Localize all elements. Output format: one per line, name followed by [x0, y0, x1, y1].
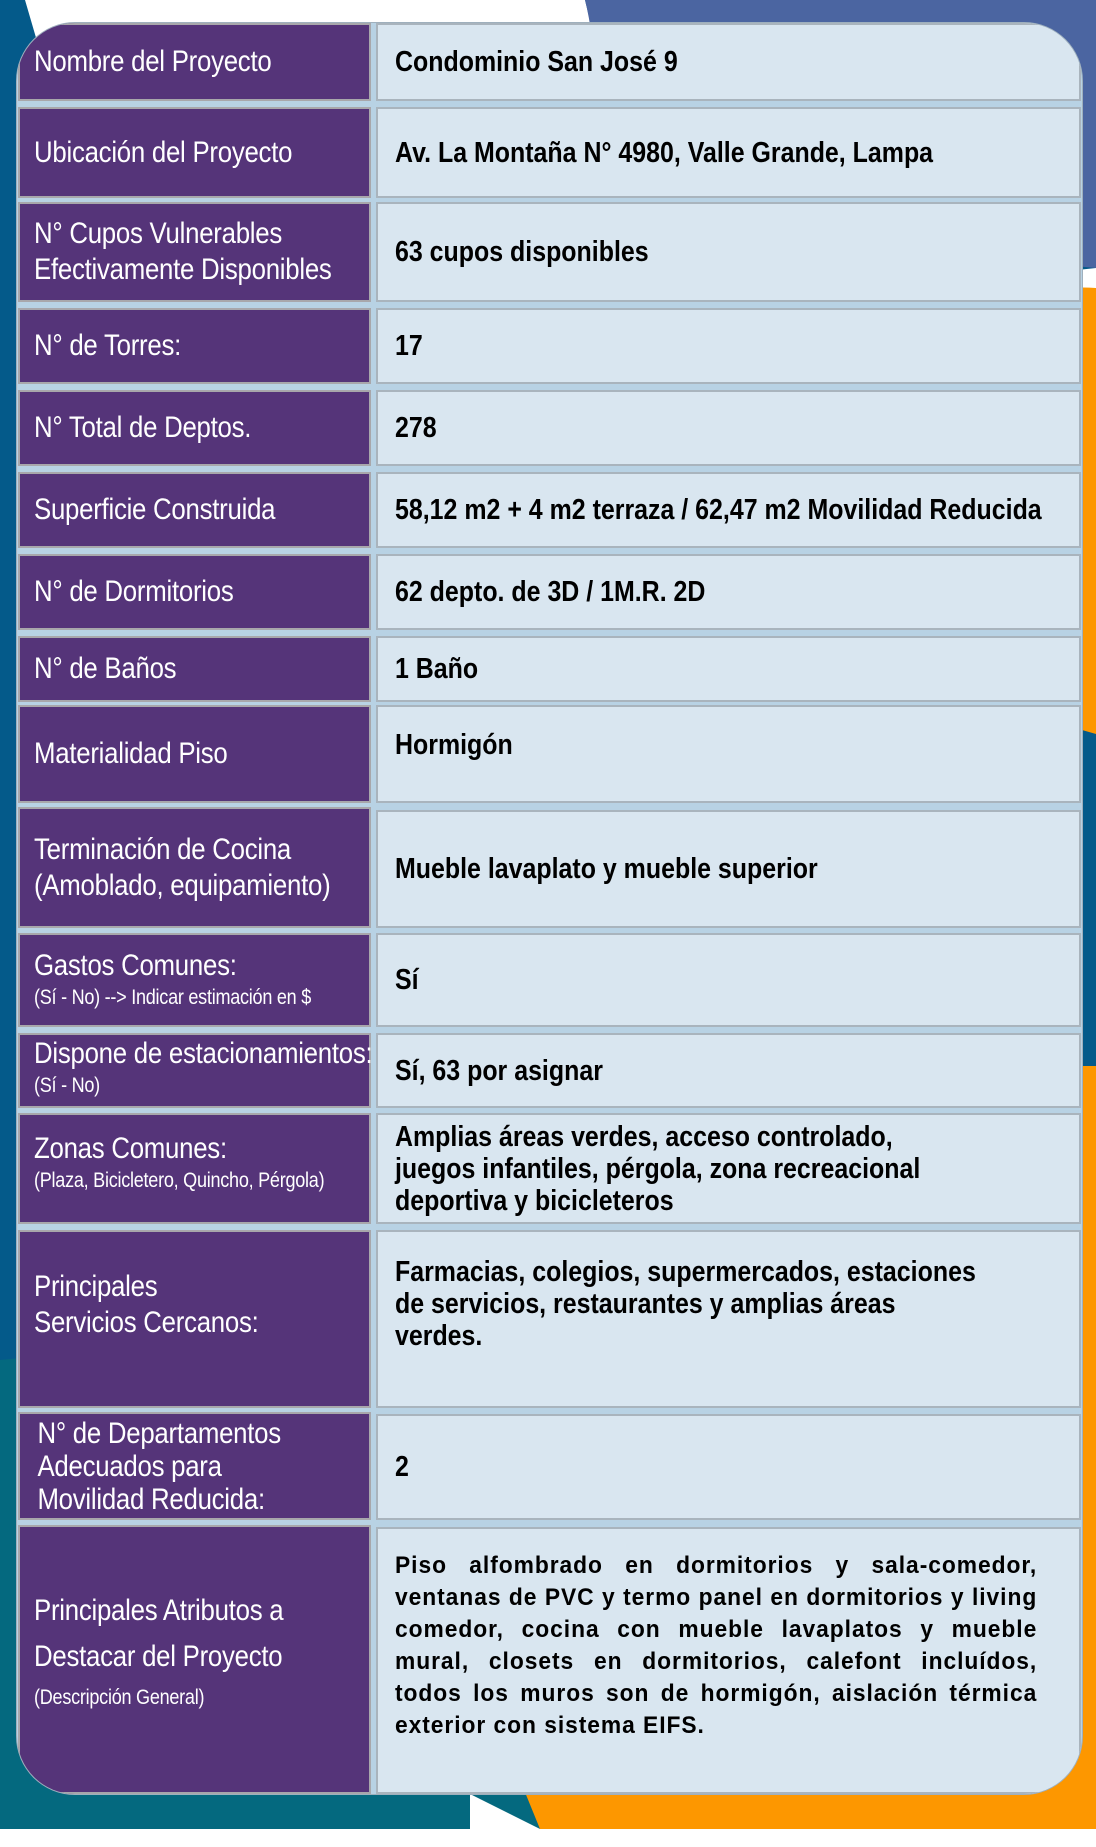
label-line-1: Dispone de estacionamientos: — [34, 1036, 373, 1070]
value-text: Mueble lavaplato y mueble superior — [395, 853, 818, 885]
value-cell-location — [376, 107, 1081, 198]
value-text: 63 cupos disponibles — [395, 236, 649, 268]
value-text: 58,12 m2 + 4 m2 terraza / 62,47 m2 Movilidad Reducida — [395, 494, 1042, 526]
label-line-1: N° Cupos Vulnerables — [34, 217, 283, 250]
label-line-1: Gastos Comunes: — [34, 949, 237, 982]
label-cell-vulnerable-slots — [18, 202, 371, 302]
label-cell-common-areas — [18, 1113, 371, 1224]
label-text — [34, 832, 330, 904]
value-cell-kitchen-finish — [376, 810, 1081, 928]
label-cell-parking — [18, 1033, 371, 1108]
label-cell-main-attributes — [18, 1525, 371, 1794]
label-text: N° de Baños — [34, 652, 177, 685]
value-cell-towers — [376, 308, 1081, 384]
label-text — [34, 948, 311, 1012]
label-line-2: Efectivamente Disponibles — [34, 253, 332, 286]
value-text: Hormigón — [395, 729, 513, 761]
label-cell-built-area — [18, 472, 371, 548]
value-cell-built-area — [376, 472, 1081, 548]
label-text — [34, 1269, 259, 1341]
label-cell-project-name — [18, 23, 371, 101]
value-cell-common-expenses — [376, 933, 1081, 1027]
label-text — [34, 1417, 281, 1516]
label-cell-reduced-mobility-units — [18, 1412, 371, 1520]
label-cell-kitchen-finish — [18, 807, 371, 928]
label-line-2: (Amoblado, equipamiento) — [34, 868, 331, 902]
value-text: Farmacias, colegios, supermercados, estaciones de servicios, restaurantes y amplias áreas verdes. — [395, 1256, 976, 1352]
value-text: Sí, 63 por asignar — [395, 1054, 603, 1087]
label-line-1: Terminación de Cocina — [34, 832, 292, 866]
label-text: N° de Torres: — [34, 329, 182, 362]
value-cell-parking — [376, 1033, 1081, 1108]
label-text — [34, 1588, 283, 1712]
value-cell-floor-material — [376, 705, 1081, 803]
label-cell-nearby-services — [18, 1230, 371, 1408]
value-text: Amplias áreas verdes, acceso controlado, juegos infantiles, pérgola, zona recreacional deportiva y bicicleteros — [395, 1120, 921, 1217]
label-subtext: (Sí - No) --> Indicar estimación en $ — [34, 986, 312, 1009]
label-cell-floor-material — [18, 705, 371, 803]
value-cell-total-apartments — [376, 390, 1081, 466]
label-text: N° Total de Deptos. — [34, 411, 252, 444]
label-text — [34, 216, 332, 288]
value-cell-reduced-mobility-units — [376, 1414, 1081, 1520]
value-cell-nearby-services — [376, 1230, 1081, 1408]
label-line-1: Principales — [34, 1270, 158, 1303]
value-cell-bedrooms — [376, 554, 1081, 630]
label-text: Ubicación del Proyecto — [34, 135, 293, 169]
label-line-3: Movilidad Reducida: — [37, 1482, 265, 1516]
value-cell-bathrooms — [376, 636, 1081, 702]
label-subtext: (Sí - No) — [34, 1073, 100, 1097]
label-cell-bedrooms — [18, 554, 371, 630]
label-cell-bathrooms — [18, 636, 371, 702]
label-cell-towers — [18, 308, 371, 384]
label-text: Materialidad Piso — [34, 737, 228, 770]
label-line-2: Servicios Cercanos: — [34, 1306, 259, 1339]
value-cell-common-areas — [376, 1113, 1081, 1224]
label-subtext: (Plaza, Bicicletero, Quincho, Pérgola) — [34, 1168, 325, 1192]
bg-blue-strip — [1082, 730, 1096, 1066]
label-text — [34, 1036, 372, 1100]
value-text: Av. La Montaña N° 4980, Valle Grande, Lampa — [395, 136, 934, 169]
value-text: 1 Baño — [395, 653, 479, 685]
label-line-1: N° de Departamentos — [37, 1416, 281, 1450]
label-text — [34, 1131, 324, 1195]
value-text: 278 — [395, 412, 437, 444]
label-text: Nombre del Proyecto — [34, 45, 272, 78]
label-line-1: Principales Atributos a — [34, 1593, 284, 1627]
value-text: 2 — [395, 1451, 409, 1483]
label-line-1: Zonas Comunes: — [34, 1131, 227, 1165]
value-text: Sí — [395, 964, 419, 996]
project-info-table — [17, 23, 1082, 1794]
value-text: Piso alfombrado en dormitorios y sala-comedor, ventanas de PVC y termo panel en dormitorios y living comedor, cocina con mueble lavaplatos y mueble mural, closets en dormitorios, calefont incluídos, todos los muros son de hormigón, aislación térmica exterior con sistema EIFS. — [395, 1551, 1038, 1739]
label-text: N° de Dormitorios — [34, 575, 234, 608]
value-text: Condominio San José 9 — [395, 46, 678, 78]
label-cell-total-apartments — [18, 390, 371, 466]
label-subtext: (Descripción General) — [34, 1685, 205, 1709]
label-cell-common-expenses — [18, 933, 371, 1027]
value-cell-vulnerable-slots — [376, 202, 1081, 302]
value-text: 17 — [395, 330, 423, 362]
value-cell-project-name — [376, 23, 1081, 101]
value-text: 62 depto. de 3D / 1M.R. 2D — [395, 576, 706, 608]
label-line-2: Adecuados para — [37, 1449, 222, 1483]
label-line-2: Destacar del Proyecto — [34, 1639, 283, 1673]
label-cell-location — [18, 107, 371, 198]
value-cell-main-attributes — [376, 1527, 1081, 1794]
label-text: Superficie Construida — [34, 493, 276, 526]
